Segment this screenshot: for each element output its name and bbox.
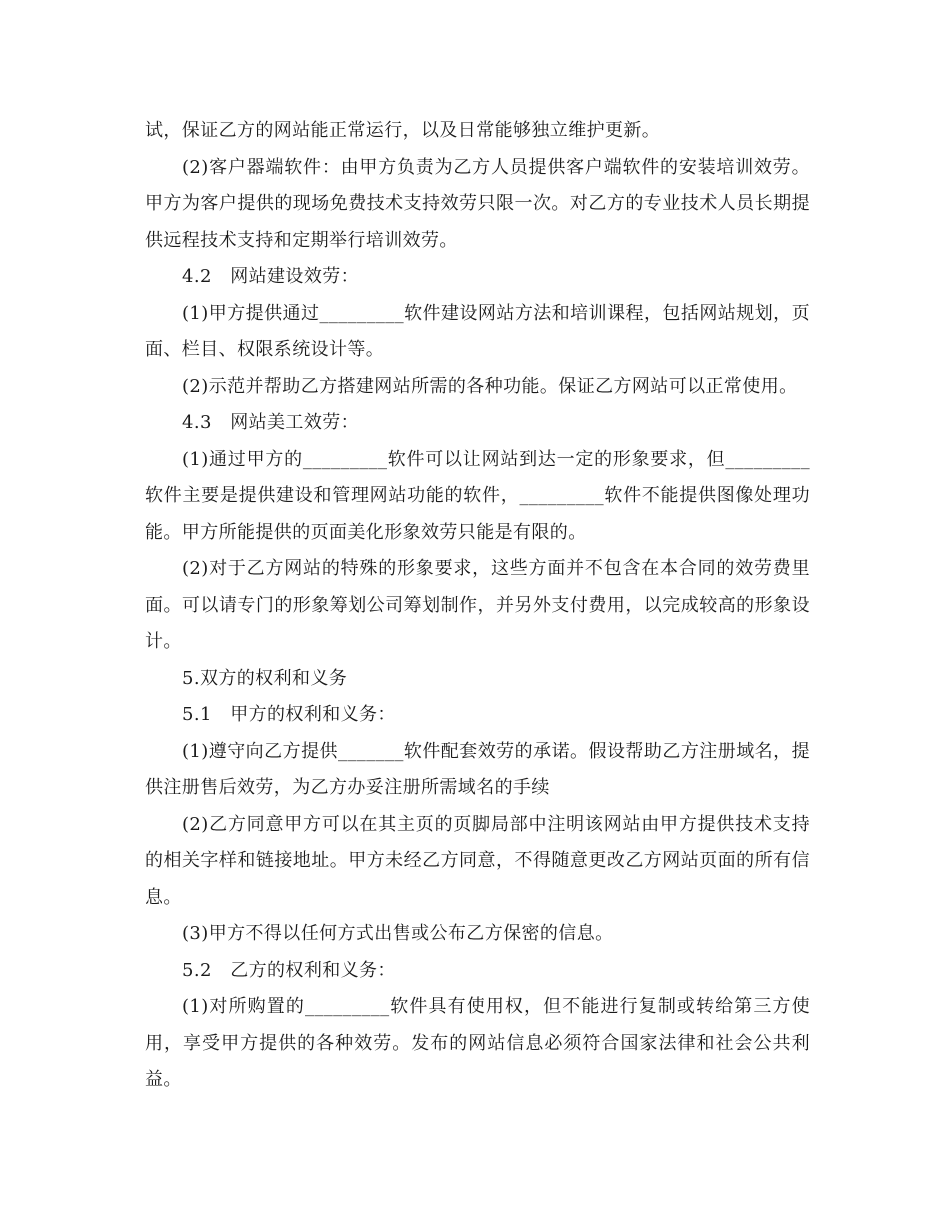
paragraph-continuation: 试，保证乙方的网站能正常运行，以及日常能够独立维护更新。 [145,120,661,141]
section-heading-5-2: 5.2 乙方的权利和义务： [182,959,396,981]
section-heading-5: 5.双方的权利和义务 [182,667,348,689]
paragraph-4-3-1: (1)通过甲方的_________软件可以让网站到达一定的形象要求，但_________软件主要是提供建设和管理网站功能的软件，_________软件不能提供图像处理功能。甲方所能提供的页面美化形象效劳只能是有限的。 [145,448,810,543]
paragraph-4-2-1: (1)甲方提供通过_________软件建设网站方法和培训课程，包括网站规划，页面、栏目、权限系统设计等。 [145,302,810,360]
document-body [145,113,810,1099]
paragraph-5-1-2: (2)乙方同意甲方可以在其主页的页脚局部中注明该网站由甲方提供技术支持的相关字样和链接地址。甲方未经乙方同意，不得随意更改乙方网站页面的所有信息。 [145,813,810,908]
paragraph-client-software: (2)客户器端软件：由甲方负责为乙方人员提供客户端软件的安装培训效劳。甲方为客户提供的现场免费技术支持效劳只限一次。对乙方的专业技术人员长期提供远程技术支持和定期举行培训效劳。 [145,156,810,251]
paragraph-5-2-1: (1)对所购置的_________软件具有使用权，但不能进行复制或转给第三方使用，享受甲方提供的各种效劳。发布的网站信息必须符合国家法律和社会公共利益。 [145,996,810,1090]
section-heading-4-3: 4.3 网站美工效劳： [182,412,360,433]
paragraph-5-1-1: (1)遵守向乙方提供_______软件配套效劳的承诺。假设帮助乙方注册域名，提供注册售后效劳，为乙方办妥注册所需域名的手续 [145,740,810,798]
paragraph-5-1-3: (3)甲方不得以任何方式出售或公布乙方保密的信息。 [182,923,614,944]
paragraph-4-3-2: (2)对于乙方网站的特殊的形象要求，这些方面并不包含在本合同的效劳费里面。可以请专门的形象筹划公司筹划制作，并另外支付费用，以完成较高的形象设计。 [145,558,810,652]
paragraph-4-2-2: (2)示范并帮助乙方搭建网站所需的各种功能。保证乙方网站可以正常使用。 [182,375,798,397]
section-heading-4-2: 4.2 网站建设效劳： [182,266,360,287]
section-heading-5-1: 5.1 甲方的权利和义务： [182,704,396,725]
